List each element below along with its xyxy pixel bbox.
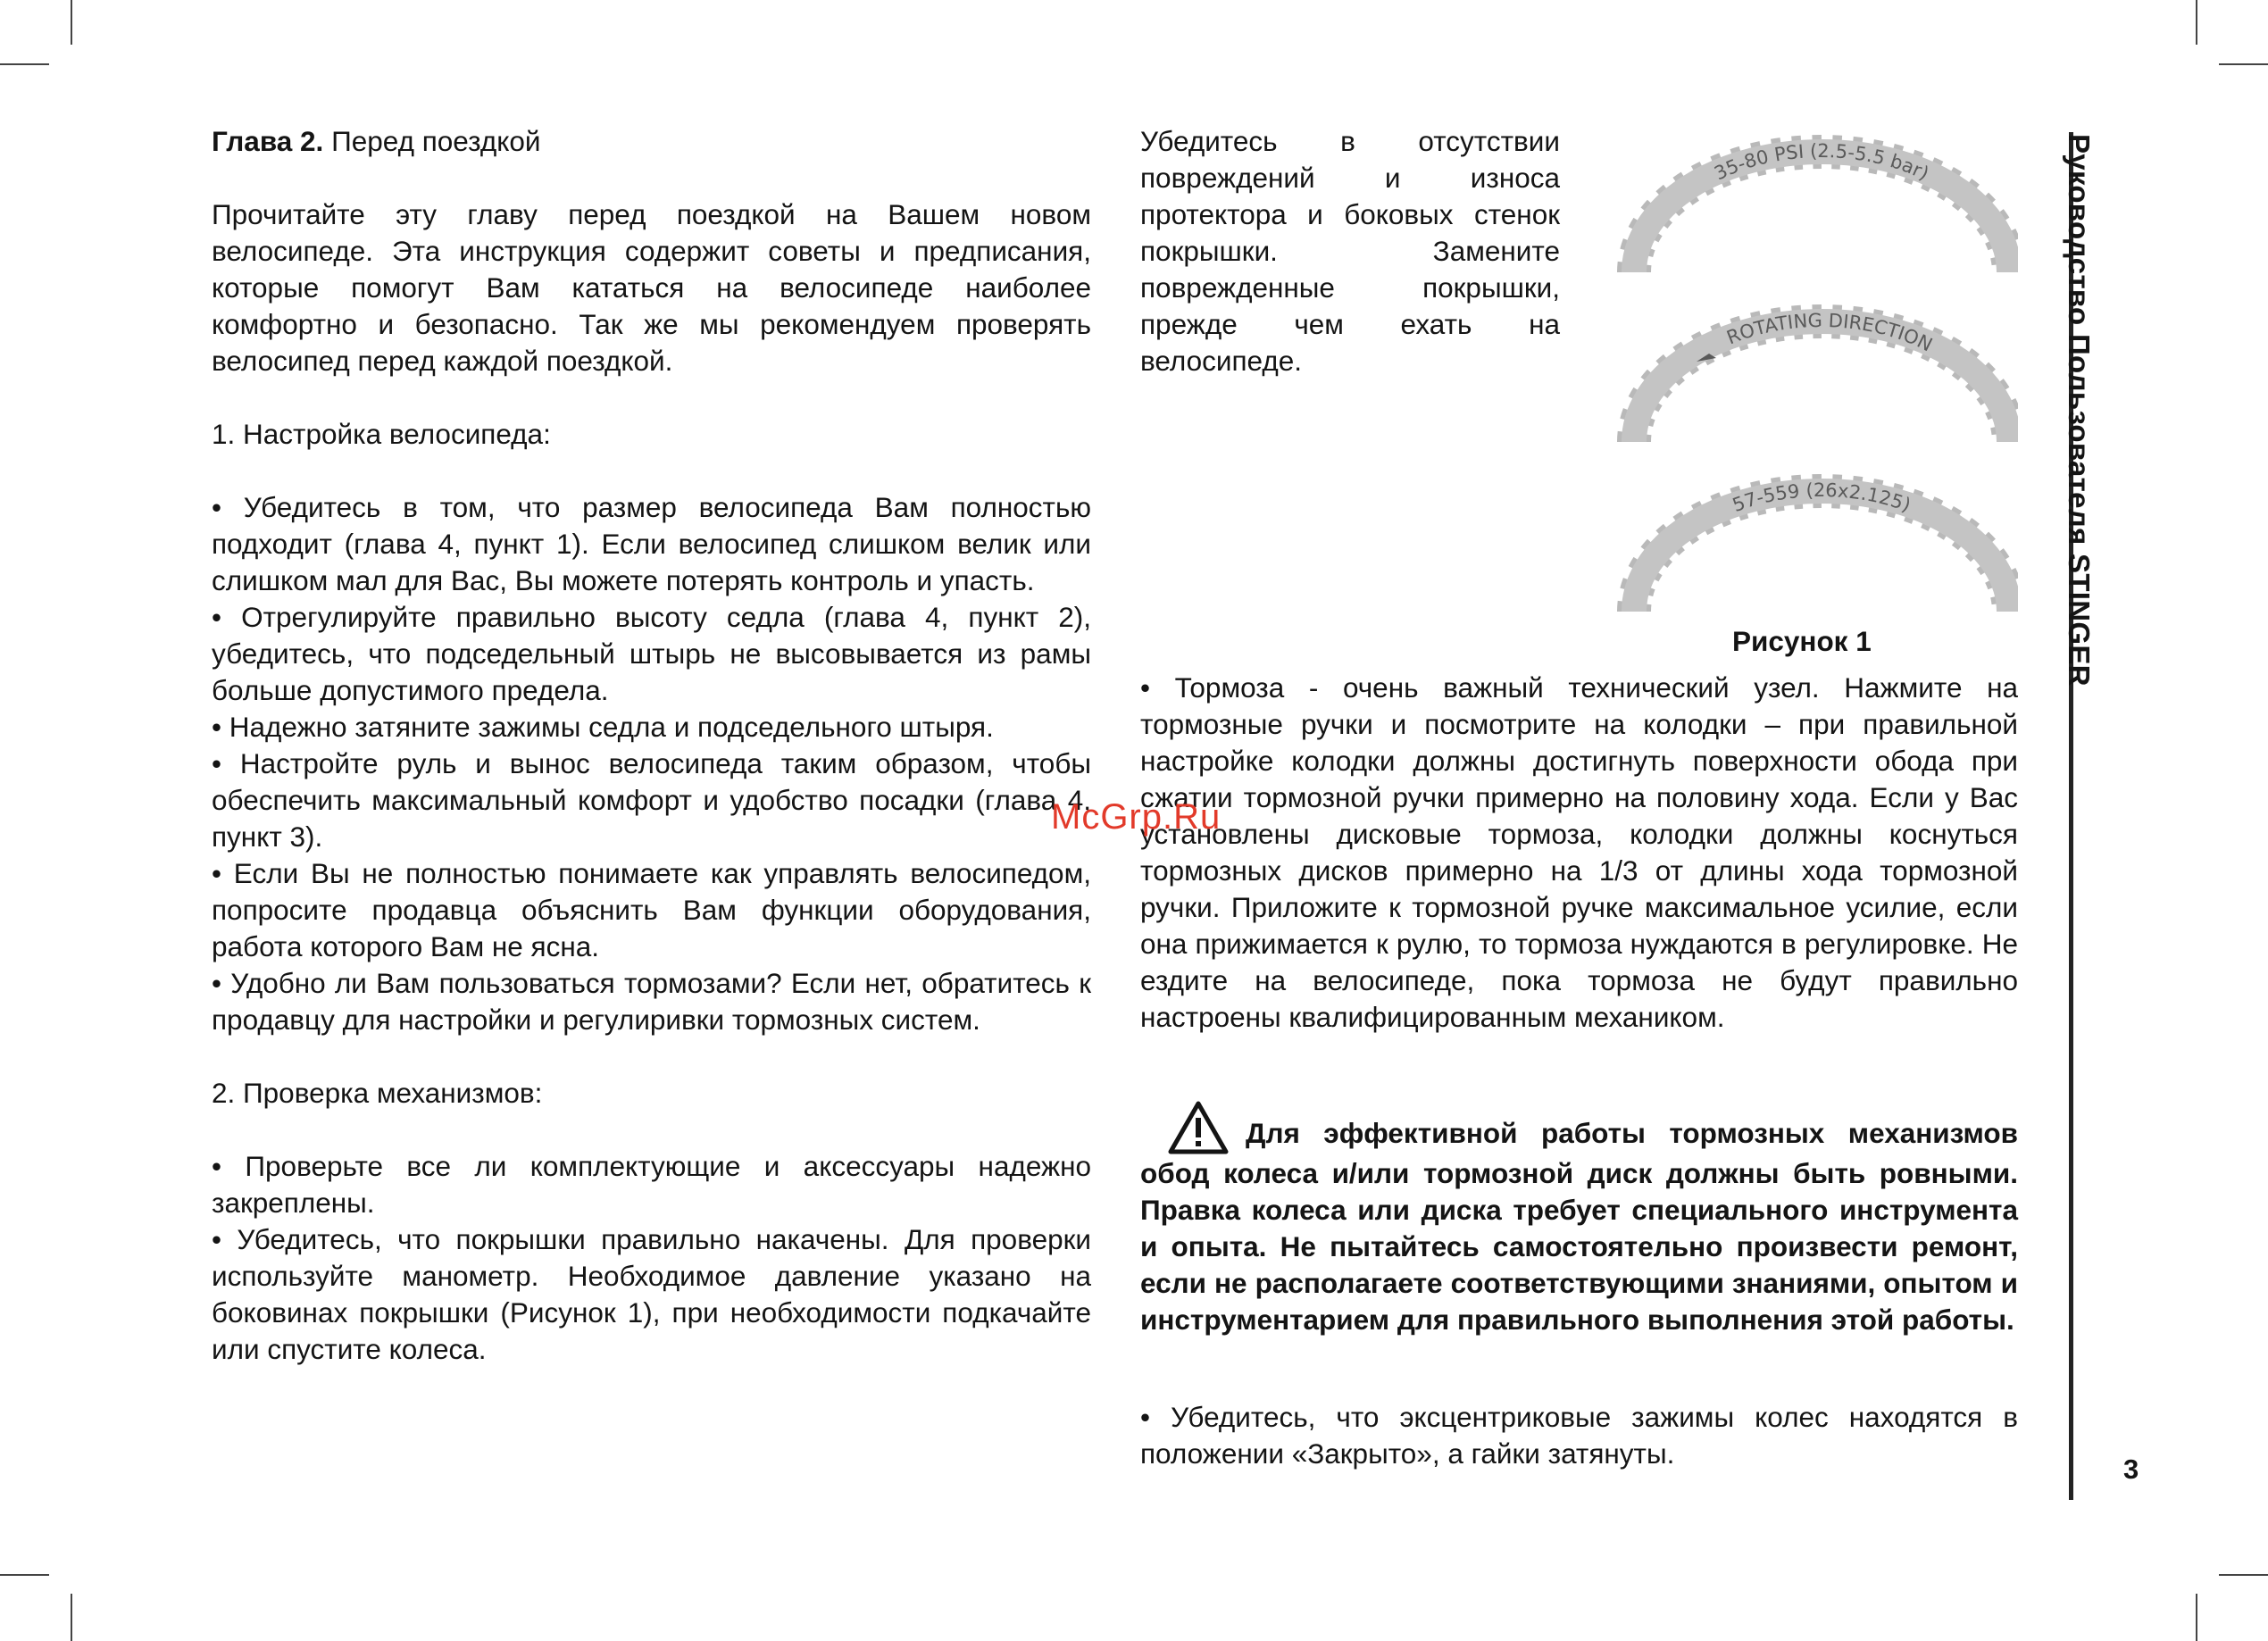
running-title: Руководство Пользователя STINGER [2063, 134, 2096, 687]
crop-mark [2196, 1594, 2197, 1641]
section1-heading: 1. Настройка велосипеда: [212, 418, 551, 450]
section2-heading: 2. Проверка механизмов: [212, 1077, 543, 1109]
list-item: • Если Вы не полностью понимаете как управлять велосипедом, попросите продавца объяснить Вам функции оборудования, работа которого Вам не ясна. [212, 857, 1091, 962]
intro-paragraph: Прочитайте эту главу перед поездкой на Вашем новом велосипеде. Эта инструкция содержит советы и предписания, которые помогут Вам кататься на велосипеде наиболее комфортно и безопасно. Так же мы рекомендуем проверять велосипед перед каждой поездкой. [212, 198, 1091, 377]
left-column [212, 123, 1091, 1368]
figure-caption: Рисунок 1 [1732, 625, 1872, 657]
list-item: • Настройте руль и вынос велосипеда таким образом, чтобы обеспечить максимальный комфорт и удобство посадки (глава 4, пункт 3). [212, 747, 1091, 853]
watermark: McGrp.Ru [1051, 797, 1222, 837]
warning-paragraph [1140, 1100, 2018, 1338]
crop-mark [2196, 0, 2197, 45]
list-item: • Проверьте все ли комплектующие и аксессуары надежно закреплены. [212, 1150, 1091, 1219]
crop-mark [2219, 1574, 2268, 1576]
warning-triangle-icon [1167, 1100, 1230, 1155]
brakes-paragraph: • Тормоза - очень важный технический узел. Нажмите на тормозные ручки и посмотрите на колодки – при правильной настройке колодки должны достигнуть поверхности обода при сжатии тормозной ручки примерно на половину хода. Если у Вас установлены дисковые тормоза, колодки должны коснуться тормозных дисков примерно на 1/3 от длины хода тормозной ручки. Приложите к тормозной ручке максимальное усилие, если она прижимается к рулю, то тормоза нуждаются в регулировке. Не ездите на велосипеде, пока тормоза не будут правильно настроены квалифицированным механиком. [1140, 671, 2018, 1033]
list-item: • Отрегулируйте правильно высоту седла (глава 4, пункт 2), убедитесь, что подседельный штырь не высовывается из рамы больше допустимого предела. [212, 601, 1091, 706]
tire-direction-figure [1598, 295, 2018, 446]
tire-pressure-figure [1598, 125, 2018, 277]
tire-label: 57-559 (26x2.125) [1730, 479, 1914, 517]
page-number: 3 [2123, 1454, 2139, 1485]
crop-mark [0, 63, 49, 65]
quick-release-paragraph: • Убедитесь, что эксцентриковые зажимы колес находятся в положении «Закрыто», а гайки затянуты. [1140, 1401, 2018, 1470]
tire-label: 35-80 PSI (2.5-5.5 bar) [1711, 139, 1933, 185]
tire-size-figure [1598, 464, 2018, 616]
list-item: • Убедитесь, что покрышки правильно накачены. Для проверки используйте манометр. Необходимое давление указано на боковинах покрышки (Рисунок 1), при необходимости подкачайте или спустите колеса. [212, 1223, 1091, 1365]
tread-check-paragraph: Убедитесь в отсутствии повреждений и износа протектора и боковых стенок покрышки. Замените поврежденные покрышки, прежде чем ехать на велосипеде. [1140, 125, 1560, 377]
crop-mark [71, 0, 72, 45]
crop-mark [0, 1574, 49, 1576]
list-item: • Убедитесь в том, что размер велосипеда Вам полностью подходит (глава 4, пункт 1). Если велосипед слишком велик или слишком мал для Вас, Вы можете потерять контроль и упасть. [212, 491, 1091, 596]
list-item: • Удобно ли Вам пользоваться тормозами? Если нет, обратитесь к продавцу для настройки и регулиривки тормозных систем. [212, 967, 1091, 1036]
crop-mark [71, 1594, 72, 1641]
crop-mark [2219, 63, 2268, 65]
list-item: • Надежно затяните зажимы седла и подседельного штыря. [212, 711, 994, 743]
tire-label: ROTATING DIRECTION [1723, 309, 1936, 356]
chapter-heading: Глава 2. Перед поездкой [212, 125, 541, 157]
warning-text: Для эффективной работы тормозных механизмов обод колеса и/или тормозной диск должны быть ровными. Правка колеса или диска требует специального инструмента и опыта. Не пытайтесь самостоятельно произвести ремонт, если не располагаете соответствующими знаниями, опытом и инструментарием для правильного выполнения этой работы. [1140, 1117, 2018, 1336]
